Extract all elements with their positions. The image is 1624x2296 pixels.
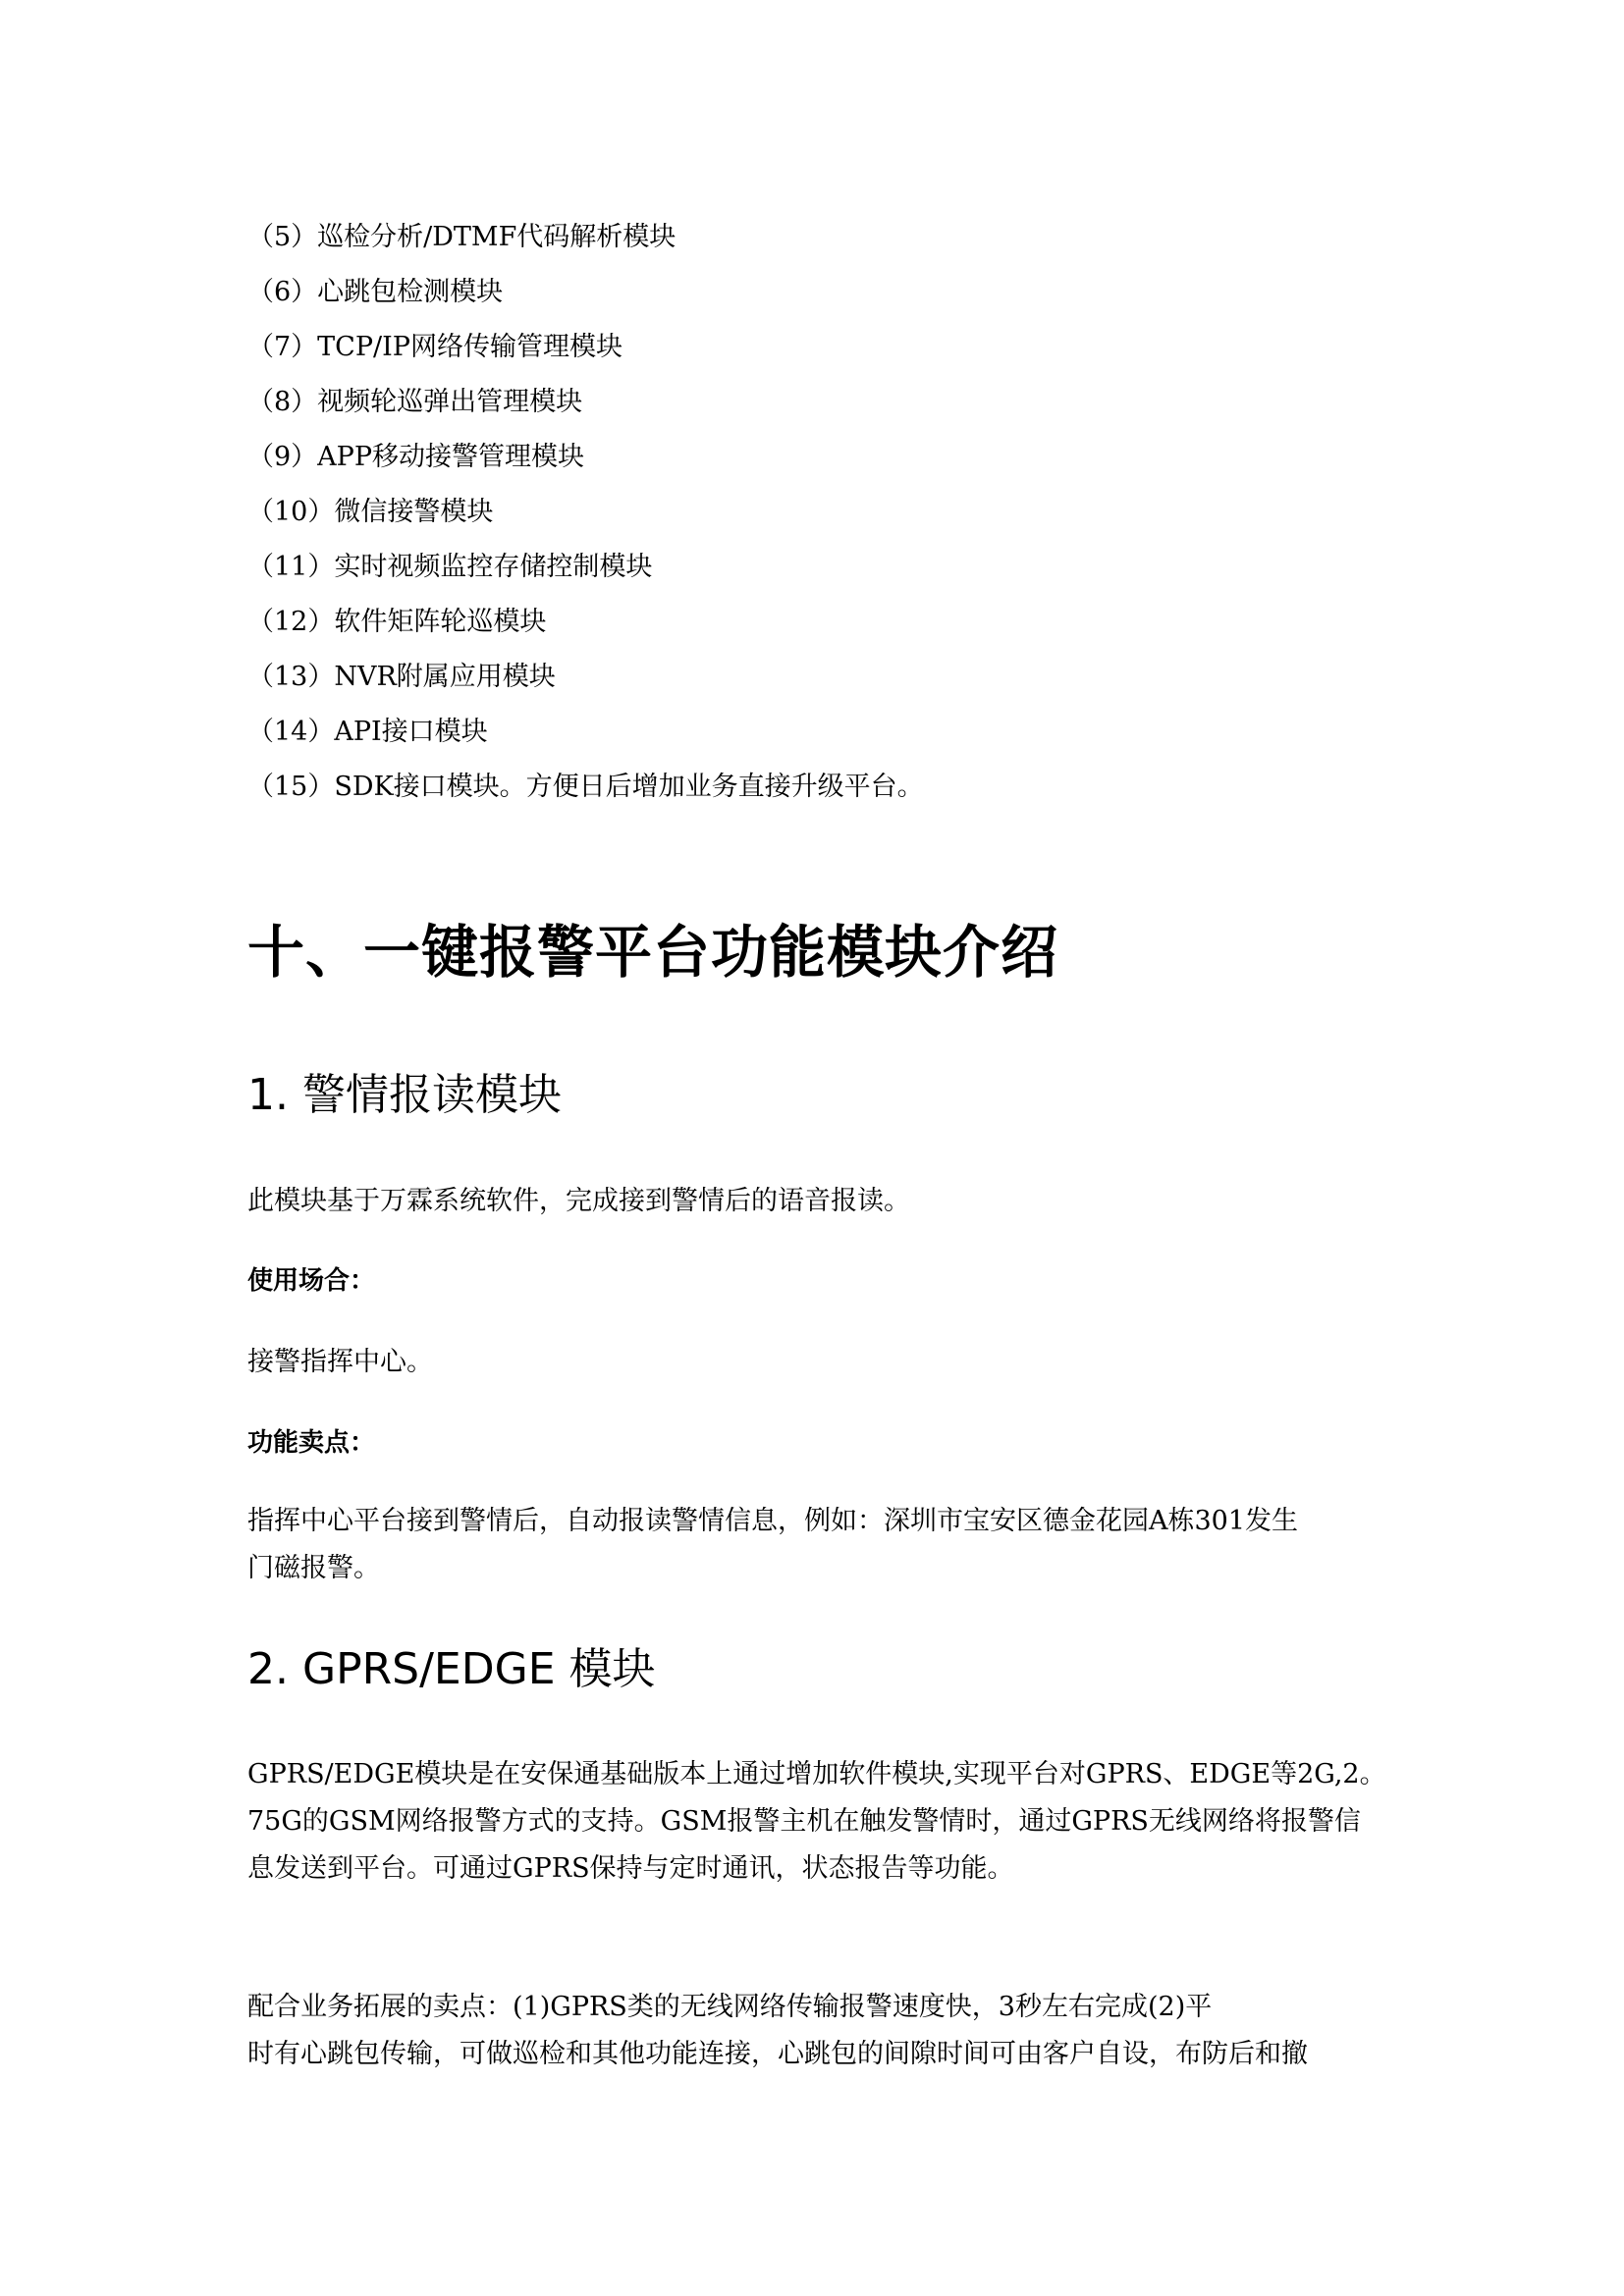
paragraph-line: 配合业务拓展的卖点：(1)GPRS类的无线网络传输报警速度快，3秒左右完成(2)平 — [247, 1992, 1213, 2022]
module-list-item: （15）SDK接口模块。方便日后增加业务直接升级平台。 — [247, 772, 924, 802]
paragraph-line: 息发送到平台。可通过GPRS保持与定时通讯，状态报告等功能。 — [247, 1853, 1014, 1884]
module-list-item: （14）API接口模块 — [247, 717, 488, 747]
module-list-item: （5）巡检分析/DTMF代码解析模块 — [247, 222, 677, 252]
chapter-heading: 十、一键报警平台功能模块介绍 — [247, 919, 1059, 986]
paragraph-line: 75G的GSM网络报警方式的支持。GSM报警主机在触发警情时，通过GPRS无线网络将报警信 — [247, 1806, 1361, 1837]
selling-point-label: 功能卖点： — [247, 1428, 376, 1458]
section-2-heading: 2. GPRS/EDGE 模块 — [247, 1644, 656, 1694]
section-1-intro: 此模块基于万霖系统软件，完成接到警情后的语音报读。 — [247, 1186, 910, 1216]
paragraph-line: 门磁报警。 — [247, 1553, 380, 1583]
extension-selling-points — [247, 1984, 1386, 2078]
module-list — [247, 210, 1426, 815]
usage-label: 使用场合： — [247, 1266, 376, 1296]
selling-point-text — [247, 1498, 1386, 1592]
module-list-item: （13）NVR附属应用模块 — [247, 662, 556, 692]
module-list-item: （8）视频轮巡弹出管理模块 — [247, 387, 583, 417]
section-1-heading: 1. 警情报读模块 — [247, 1070, 562, 1120]
paragraph-line: 指挥中心平台接到警情后，自动报读警情信息，例如：深圳市宝安区德金花园A栋301发生 — [247, 1506, 1299, 1536]
paragraph-line: 时有心跳包传输，可做巡检和其他功能连接，心跳包的间隙时间可由客户自设，布防后和撤 — [247, 2039, 1308, 2069]
module-list-item: （6）心跳包检测模块 — [247, 277, 504, 307]
module-list-item: （7）TCP/IP网络传输管理模块 — [247, 332, 623, 362]
paragraph-line: GPRS/EDGE模块是在安保通基础版本上通过增加软件模块,实现平台对GPRS、EDGE等2G,2。 — [247, 1759, 1386, 1789]
module-list-item: （11）实时视频监控存储控制模块 — [247, 552, 653, 582]
module-list-item: （9）APP移动接警管理模块 — [247, 442, 585, 472]
gprs-description — [247, 1751, 1386, 1893]
module-list-item: （10）微信接警模块 — [247, 497, 494, 527]
module-list-item: （12）软件矩阵轮巡模块 — [247, 607, 547, 637]
usage-text: 接警指挥中心。 — [247, 1347, 433, 1377]
